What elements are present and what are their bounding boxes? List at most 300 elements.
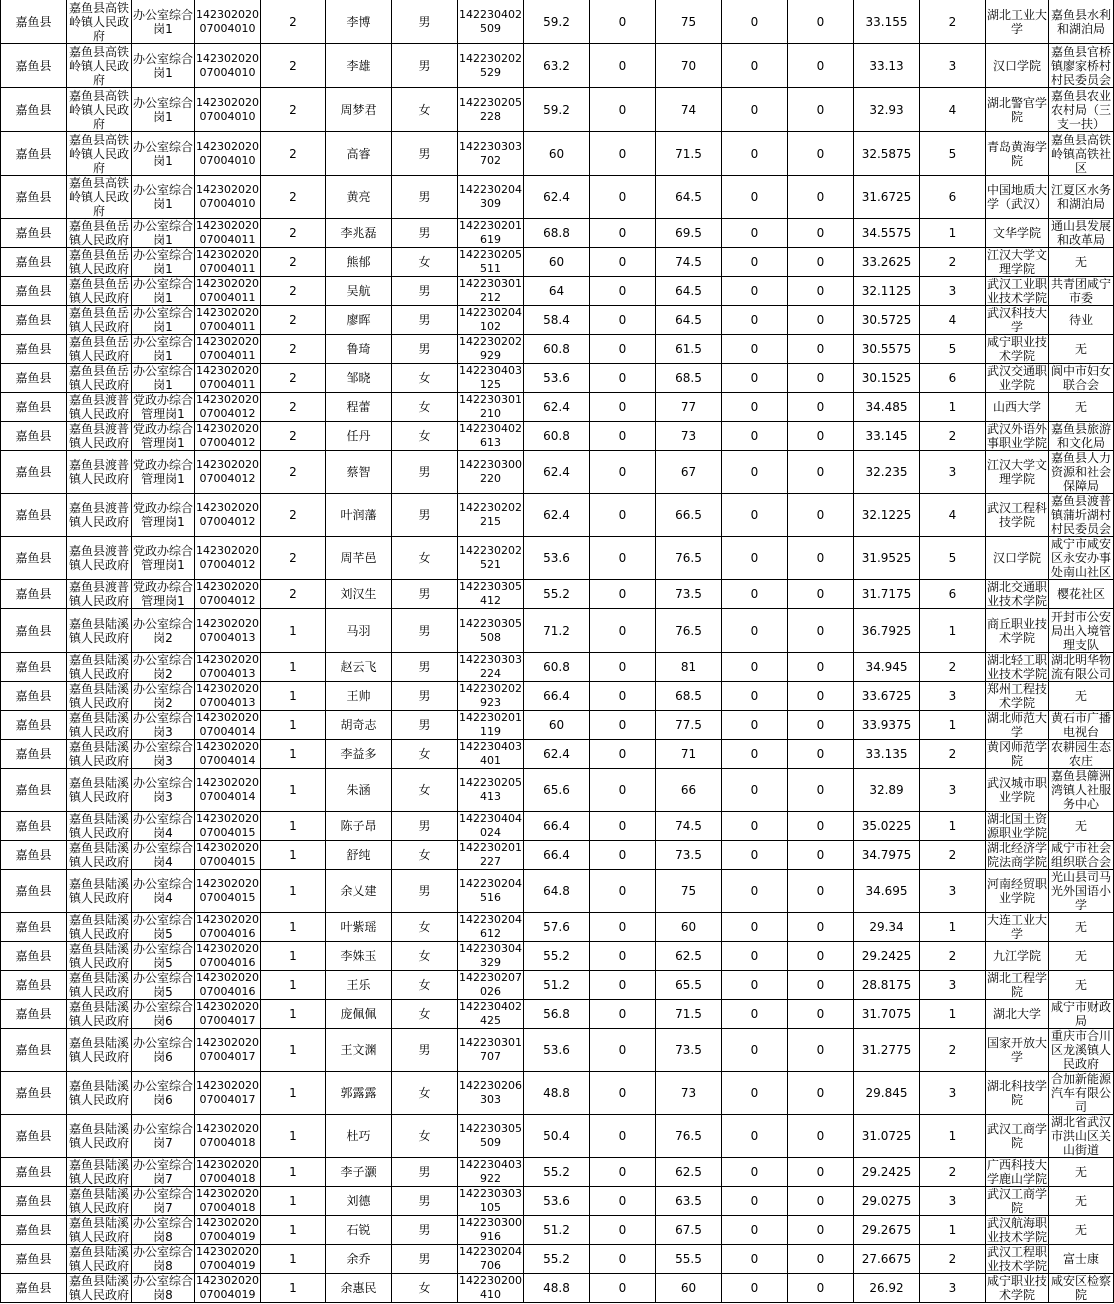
ticket-no-cell: 142230202929 [459, 335, 522, 362]
bonus-score-cell: 0 [590, 769, 656, 812]
extra-score-2-cell: 0 [788, 1274, 854, 1303]
unit-cell: 嘉鱼县鱼岳镇人民政府 [67, 219, 132, 248]
extra-score-2-cell: 0 [788, 769, 854, 812]
ticket-no-cell: 142230301707 [458, 1029, 524, 1072]
post-cell: 办公室综合岗8 [133, 1216, 194, 1244]
extra-score-2-cell: 0 [788, 88, 854, 132]
extra-score-1-cell: 0 [722, 913, 788, 942]
post-code-cell: 14230202007004011 [196, 219, 259, 246]
gender-cell: 女 [392, 1000, 458, 1029]
post-cell: 办公室综合岗7 [133, 1158, 194, 1186]
unit-cell: 嘉鱼县陆溪镇人民政府 [67, 1216, 132, 1245]
written-score-cell: 48.8 [524, 1072, 590, 1115]
professional-score-cell: 73.5 [656, 580, 722, 609]
extra-score-2-cell: 0 [788, 580, 854, 609]
unit-cell: 嘉鱼县鱼岳镇人民政府 [67, 277, 132, 306]
name-cell: 余乔 [326, 1245, 392, 1274]
written-score-cell: 60 [524, 248, 590, 277]
county-cell: 嘉鱼县 [1, 0, 67, 44]
bonus-score-cell: 0 [590, 971, 656, 1000]
school-cell: 武汉航海职业技术学院 [987, 1216, 1048, 1244]
professional-score-cell: 71.5 [656, 1000, 722, 1029]
gender-cell: 男 [392, 609, 458, 653]
ticket-no-cell: 142230204612 [459, 913, 522, 940]
professional-score-cell: 77 [656, 393, 722, 422]
written-score-cell: 62.4 [524, 494, 590, 537]
school-cell: 湖北工程学院 [987, 971, 1048, 999]
post-code-cell: 14230202007004015 [196, 812, 259, 839]
extra-score-1-cell: 0 [722, 537, 788, 580]
county-cell: 嘉鱼县 [1, 942, 67, 971]
county-cell: 嘉鱼县 [1, 1115, 67, 1158]
table-row [1, 841, 1114, 870]
extra-score-2-cell: 0 [788, 711, 854, 740]
table-row [1, 580, 1114, 609]
bonus-score-cell: 0 [590, 609, 656, 653]
professional-score-cell: 73.5 [656, 841, 722, 870]
name-cell: 黄亮 [326, 176, 392, 219]
total-score-cell: 33.135 [854, 740, 920, 769]
total-score-cell: 35.0225 [854, 812, 920, 841]
post-code-cell: 14230202007004016 [196, 942, 259, 969]
quota-cell: 2 [261, 422, 326, 451]
quota-cell: 2 [261, 364, 326, 393]
written-score-cell: 64.8 [524, 870, 590, 913]
extra-score-2-cell: 0 [788, 306, 854, 335]
extra-score-2-cell: 0 [788, 335, 854, 364]
ticket-no-cell: 142230205511 [459, 248, 522, 275]
rank-cell: 5 [920, 132, 986, 176]
post-code-cell: 14230202007004011 [196, 277, 259, 304]
bonus-score-cell: 0 [590, 740, 656, 769]
extra-score-2-cell: 0 [788, 870, 854, 913]
rank-cell: 1 [920, 1216, 986, 1245]
unit-cell: 嘉鱼县陆溪镇人民政府 [67, 609, 132, 653]
school-cell: 武汉外语外事职业学院 [987, 422, 1048, 450]
quota-cell: 1 [261, 1115, 326, 1158]
total-score-cell: 30.5725 [854, 306, 920, 335]
county-cell: 嘉鱼县 [1, 682, 67, 711]
bonus-score-cell: 0 [590, 451, 656, 494]
extra-score-1-cell: 0 [722, 812, 788, 841]
post-cell: 党政办综合管理岗1 [133, 422, 194, 450]
professional-score-cell: 76.5 [656, 609, 722, 653]
bonus-score-cell: 0 [590, 870, 656, 913]
gender-cell: 女 [392, 769, 458, 812]
name-cell: 赵云飞 [326, 653, 392, 682]
extra-score-1-cell: 0 [722, 277, 788, 306]
extra-score-2-cell: 0 [788, 1158, 854, 1187]
school-cell: 河南经贸职业学院 [986, 870, 1049, 913]
ticket-no-cell: 142230201227 [459, 841, 522, 868]
unit-cell: 嘉鱼县高铁岭镇人民政府 [67, 132, 132, 176]
name-cell: 李兆磊 [326, 219, 392, 248]
post-cell: 办公室综合岗7 [133, 1187, 194, 1215]
gender-cell: 女 [392, 88, 458, 132]
gender-cell: 男 [392, 306, 458, 335]
county-cell: 嘉鱼县 [1, 451, 67, 494]
bonus-score-cell: 0 [590, 1274, 656, 1303]
written-score-cell: 55.2 [524, 1158, 590, 1187]
post-code-cell: 14230202007004018 [196, 1187, 259, 1214]
total-score-cell: 34.5575 [854, 219, 920, 248]
name-cell: 熊郁 [326, 248, 392, 277]
school-cell: 湖北轻工职业技术学院 [987, 653, 1048, 681]
table-row [1, 1158, 1114, 1187]
post-cell: 办公室综合岗8 [133, 1274, 194, 1302]
school-cell: 武汉工业职业技术学院 [987, 277, 1048, 305]
written-score-cell: 58.4 [524, 306, 590, 335]
quota-cell: 1 [261, 653, 326, 682]
post-code-cell: 14230202007004018 [195, 1115, 261, 1158]
unit-cell: 嘉鱼县陆溪镇人民政府 [67, 1029, 132, 1072]
total-score-cell: 27.6675 [854, 1245, 920, 1274]
quota-cell: 2 [261, 451, 326, 494]
ticket-no-cell: 142230303702 [458, 132, 524, 176]
extra-score-2-cell: 0 [788, 812, 854, 841]
school-cell: 湖北交通职业技术学院 [987, 580, 1048, 608]
gender-cell: 男 [392, 277, 458, 306]
post-cell: 党政办综合管理岗1 [132, 451, 195, 494]
professional-score-cell: 74 [656, 88, 722, 132]
post-cell: 办公室综合岗2 [133, 653, 194, 681]
school-cell: 黄冈师范学院 [987, 740, 1048, 768]
gender-cell: 男 [392, 44, 458, 88]
gender-cell: 男 [392, 176, 458, 219]
unit-cell: 嘉鱼县陆溪镇人民政府 [67, 1274, 132, 1303]
total-score-cell: 33.145 [854, 422, 920, 451]
school-cell: 国家开放大学 [986, 1029, 1049, 1072]
rank-cell: 2 [920, 942, 986, 971]
name-cell: 李子灏 [326, 1158, 392, 1187]
professional-score-cell: 66.5 [656, 494, 722, 537]
county-cell: 嘉鱼县 [1, 971, 67, 1000]
ticket-no-cell: 142230404024 [459, 812, 522, 839]
total-score-cell: 31.9525 [854, 537, 920, 580]
school-cell: 湖北大学 [986, 1000, 1049, 1029]
county-cell: 嘉鱼县 [1, 841, 67, 870]
county-cell: 嘉鱼县 [1, 653, 67, 682]
post-cell: 办公室综合岗6 [133, 1000, 194, 1028]
rank-cell: 2 [920, 653, 986, 682]
post-code-cell: 14230202007004010 [195, 0, 261, 44]
total-score-cell: 32.89 [854, 769, 920, 812]
extra-score-1-cell: 0 [722, 248, 788, 277]
unit-cell: 嘉鱼县陆溪镇人民政府 [67, 1000, 132, 1029]
school-cell: 咸宁职业技术学院 [987, 1274, 1048, 1302]
county-cell: 嘉鱼县 [1, 609, 67, 653]
total-score-cell: 29.2675 [854, 1216, 920, 1245]
name-cell: 刘德 [326, 1187, 392, 1216]
total-score-cell: 33.2625 [854, 248, 920, 277]
quota-cell: 2 [261, 132, 326, 176]
workplace-cell: 嘉鱼县农业农村局（三支一扶） [1049, 88, 1114, 132]
ticket-no-cell: 142230403922 [459, 1158, 522, 1185]
table-row [1, 219, 1114, 248]
unit-cell: 嘉鱼县陆溪镇人民政府 [67, 812, 132, 841]
professional-score-cell: 66 [656, 769, 722, 812]
quota-cell: 2 [261, 580, 326, 609]
professional-score-cell: 60 [656, 913, 722, 942]
school-cell: 江汉大学文理学院 [986, 451, 1049, 494]
extra-score-1-cell: 0 [722, 971, 788, 1000]
written-score-cell: 62.4 [524, 451, 590, 494]
table-row [1, 1000, 1114, 1029]
workplace-cell: 嘉鱼县官桥镇廖家桥村村民委员会 [1049, 44, 1114, 88]
ticket-no-cell: 142230301212 [459, 277, 522, 304]
bonus-score-cell: 0 [590, 711, 656, 740]
school-cell: 江汉大学文理学院 [987, 248, 1048, 276]
rank-cell: 1 [920, 711, 986, 740]
quota-cell: 1 [261, 1158, 326, 1187]
ticket-no-cell: 142230403125 [459, 364, 522, 391]
quota-cell: 1 [261, 913, 326, 942]
written-score-cell: 62.4 [524, 393, 590, 422]
school-cell: 湖北国土资源职业学院 [987, 812, 1048, 840]
workplace-cell: 咸宁市社会组织联合会 [1049, 841, 1114, 870]
extra-score-1-cell: 0 [722, 653, 788, 682]
gender-cell: 男 [392, 580, 458, 609]
rank-cell: 2 [920, 422, 986, 451]
school-cell: 武汉工程职业技术学院 [987, 1245, 1048, 1273]
post-cell: 办公室综合岗4 [132, 870, 195, 913]
quota-cell: 2 [261, 88, 326, 132]
total-score-cell: 29.34 [854, 913, 920, 942]
written-score-cell: 50.4 [524, 1115, 590, 1158]
county-cell: 嘉鱼县 [1, 1216, 67, 1245]
workplace-cell: 嘉鱼县簰洲湾镇人社服务中心 [1049, 769, 1114, 812]
total-score-cell: 34.7975 [854, 841, 920, 870]
written-score-cell: 60 [524, 711, 590, 740]
unit-cell: 嘉鱼县高铁岭镇人民政府 [67, 0, 132, 44]
table-row [1, 870, 1114, 913]
post-code-cell: 14230202007004018 [196, 1158, 259, 1185]
extra-score-2-cell: 0 [788, 132, 854, 176]
extra-score-1-cell: 0 [722, 335, 788, 364]
table-row [1, 1072, 1114, 1115]
workplace-cell: 嘉鱼县旅游和文化局 [1049, 422, 1114, 451]
table-row [1, 769, 1114, 812]
professional-score-cell: 64.5 [656, 176, 722, 219]
bonus-score-cell: 0 [590, 44, 656, 88]
county-cell: 嘉鱼县 [1, 44, 67, 88]
written-score-cell: 53.6 [524, 1029, 590, 1072]
quota-cell: 1 [261, 870, 326, 913]
bonus-score-cell: 0 [590, 1115, 656, 1158]
gender-cell: 男 [392, 870, 458, 913]
post-cell: 办公室综合岗3 [132, 769, 195, 812]
rank-cell: 3 [920, 277, 986, 306]
post-code-cell: 14230202007004011 [196, 306, 259, 333]
post-code-cell: 14230202007004017 [195, 1029, 261, 1072]
bonus-score-cell: 0 [590, 88, 656, 132]
workplace-cell: 待业 [1049, 306, 1114, 335]
extra-score-1-cell: 0 [722, 740, 788, 769]
bonus-score-cell: 0 [590, 1216, 656, 1245]
extra-score-1-cell: 0 [722, 580, 788, 609]
school-cell: 汉口学院 [986, 537, 1049, 580]
rank-cell: 3 [920, 44, 986, 88]
total-score-cell: 34.695 [854, 870, 920, 913]
bonus-score-cell: 0 [590, 277, 656, 306]
extra-score-2-cell: 0 [788, 176, 854, 219]
quota-cell: 1 [261, 971, 326, 1000]
extra-score-2-cell: 0 [788, 913, 854, 942]
table-row [1, 88, 1114, 132]
extra-score-2-cell: 0 [788, 653, 854, 682]
table-row [1, 1115, 1114, 1158]
total-score-cell: 33.155 [854, 0, 920, 44]
rank-cell: 6 [920, 176, 986, 219]
quota-cell: 1 [261, 682, 326, 711]
extra-score-1-cell: 0 [722, 393, 788, 422]
workplace-cell: 无 [1049, 913, 1114, 942]
gender-cell: 男 [392, 1245, 458, 1274]
unit-cell: 嘉鱼县陆溪镇人民政府 [67, 971, 132, 1000]
total-score-cell: 29.0275 [854, 1187, 920, 1216]
rank-cell: 1 [920, 219, 986, 248]
name-cell: 朱涵 [326, 769, 392, 812]
county-cell: 嘉鱼县 [1, 769, 67, 812]
rank-cell: 1 [920, 913, 986, 942]
post-code-cell: 14230202007004014 [195, 769, 261, 812]
professional-score-cell: 74.5 [656, 248, 722, 277]
post-cell: 办公室综合岗1 [133, 306, 194, 334]
county-cell: 嘉鱼县 [1, 393, 67, 422]
post-cell: 办公室综合岗1 [132, 88, 195, 132]
school-cell: 湖北经济学院法商学院 [987, 841, 1048, 869]
ticket-no-cell: 142230305508 [458, 609, 524, 653]
post-code-cell: 14230202007004012 [196, 393, 259, 420]
quota-cell: 1 [261, 1029, 326, 1072]
quota-cell: 2 [261, 219, 326, 248]
county-cell: 嘉鱼县 [1, 176, 67, 219]
school-cell: 文华学院 [986, 219, 1049, 248]
written-score-cell: 60 [524, 132, 590, 176]
post-code-cell: 14230202007004012 [195, 537, 261, 580]
workplace-cell: 咸安区检察院 [1049, 1274, 1114, 1303]
bonus-score-cell: 0 [590, 653, 656, 682]
gender-cell: 女 [392, 1072, 458, 1115]
workplace-cell: 无 [1049, 682, 1114, 711]
written-score-cell: 59.2 [524, 0, 590, 44]
extra-score-1-cell: 0 [722, 1187, 788, 1216]
quota-cell: 2 [261, 44, 326, 88]
workplace-cell: 无 [1049, 1216, 1114, 1245]
post-cell: 办公室综合岗1 [133, 248, 194, 276]
post-code-cell: 14230202007004011 [196, 248, 259, 275]
table-row [1, 277, 1114, 306]
extra-score-1-cell: 0 [722, 870, 788, 913]
name-cell: 李姝玉 [326, 942, 392, 971]
gender-cell: 男 [392, 494, 458, 537]
quota-cell: 2 [261, 494, 326, 537]
county-cell: 嘉鱼县 [1, 812, 67, 841]
table-row [1, 537, 1114, 580]
school-cell: 武汉交通职业学院 [987, 364, 1048, 392]
name-cell: 周梦君 [326, 88, 392, 132]
name-cell: 鲁琦 [326, 335, 392, 364]
bonus-score-cell: 0 [590, 219, 656, 248]
post-cell: 办公室综合岗3 [133, 711, 194, 739]
school-cell: 武汉工商学院 [987, 1187, 1048, 1215]
written-score-cell: 60.8 [524, 653, 590, 682]
quota-cell: 2 [261, 277, 326, 306]
workplace-cell: 合加新能源汽车有限公司 [1049, 1072, 1114, 1115]
extra-score-2-cell: 0 [788, 1245, 854, 1274]
professional-score-cell: 76.5 [656, 537, 722, 580]
total-score-cell: 31.0725 [854, 1115, 920, 1158]
extra-score-2-cell: 0 [788, 740, 854, 769]
extra-score-1-cell: 0 [722, 1245, 788, 1274]
county-cell: 嘉鱼县 [1, 219, 67, 248]
extra-score-1-cell: 0 [722, 88, 788, 132]
ticket-no-cell: 142230201119 [459, 711, 522, 738]
extra-score-2-cell: 0 [788, 44, 854, 88]
name-cell: 王帅 [326, 682, 392, 711]
post-cell: 办公室综合岗5 [133, 971, 194, 999]
written-score-cell: 66.4 [524, 841, 590, 870]
school-cell: 青岛黄海学院 [986, 132, 1049, 176]
rank-cell: 3 [920, 971, 986, 1000]
rank-cell: 3 [920, 1072, 986, 1115]
extra-score-2-cell: 0 [788, 219, 854, 248]
workplace-cell: 无 [1049, 971, 1114, 1000]
name-cell: 李博 [326, 0, 392, 44]
post-cell: 办公室综合岗6 [132, 1072, 195, 1115]
ticket-no-cell: 142230207026 [459, 971, 522, 998]
post-code-cell: 14230202007004014 [196, 740, 259, 767]
name-cell: 胡奇志 [326, 711, 392, 740]
county-cell: 嘉鱼县 [1, 1187, 67, 1216]
name-cell: 王乐 [326, 971, 392, 1000]
name-cell: 陈子昂 [326, 812, 392, 841]
post-cell: 办公室综合岗2 [133, 682, 194, 710]
ticket-no-cell: 142230204516 [458, 870, 524, 913]
workplace-cell: 无 [1049, 393, 1114, 422]
ticket-no-cell: 142230305412 [459, 580, 522, 607]
name-cell: 王文渊 [326, 1029, 392, 1072]
county-cell: 嘉鱼县 [1, 1158, 67, 1187]
extra-score-1-cell: 0 [722, 451, 788, 494]
post-cell: 办公室综合岗1 [133, 335, 194, 363]
gender-cell: 男 [392, 711, 458, 740]
unit-cell: 嘉鱼县陆溪镇人民政府 [67, 1187, 132, 1216]
gender-cell: 男 [392, 335, 458, 364]
county-cell: 嘉鱼县 [1, 335, 67, 364]
unit-cell: 嘉鱼县渡普镇人民政府 [67, 451, 132, 494]
bonus-score-cell: 0 [590, 248, 656, 277]
extra-score-1-cell: 0 [722, 1274, 788, 1303]
school-cell: 山西大学 [986, 393, 1049, 422]
bonus-score-cell: 0 [590, 132, 656, 176]
county-cell: 嘉鱼县 [1, 88, 67, 132]
ticket-no-cell: 142230402613 [459, 422, 522, 449]
school-cell: 武汉工商学院 [986, 1115, 1049, 1158]
table-row [1, 1216, 1114, 1245]
post-code-cell: 14230202007004012 [195, 494, 261, 537]
written-score-cell: 66.4 [524, 682, 590, 711]
written-score-cell: 51.2 [524, 1216, 590, 1245]
unit-cell: 嘉鱼县渡普镇人民政府 [67, 393, 132, 422]
total-score-cell: 32.5875 [854, 132, 920, 176]
extra-score-2-cell: 0 [788, 1115, 854, 1158]
professional-score-cell: 81 [656, 653, 722, 682]
gender-cell: 男 [392, 132, 458, 176]
workplace-cell: 嘉鱼县渡普镇蒲圻湖村村民委员会 [1049, 494, 1114, 537]
ticket-no-cell: 142230202215 [458, 494, 524, 537]
county-cell: 嘉鱼县 [1, 277, 67, 306]
